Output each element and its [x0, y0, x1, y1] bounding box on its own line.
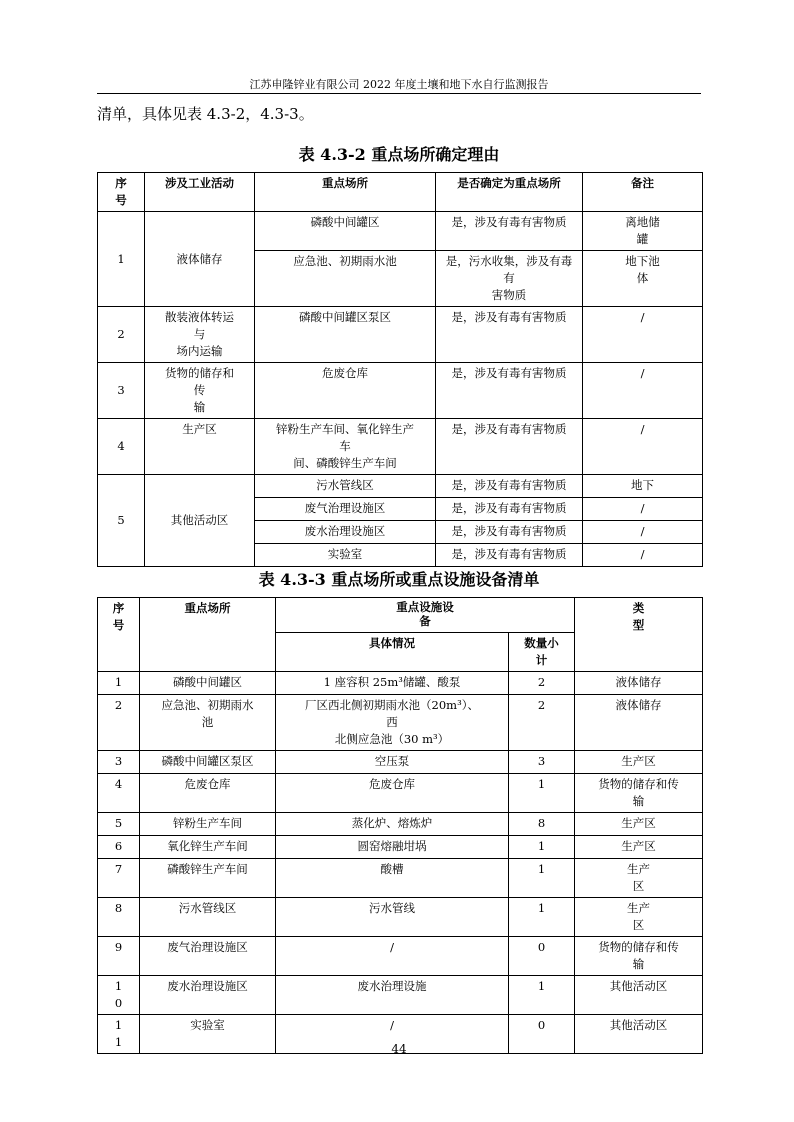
table-row [98, 898, 703, 937]
cell-detail: 蒸化炉、熔炼炉 [276, 813, 509, 836]
cell-type: 生产区 [575, 813, 703, 836]
cell-type: 液体储存 [575, 672, 703, 695]
cell-detail: 圆窑熔融坩埚 [276, 836, 509, 859]
header-rule [97, 93, 701, 94]
table-row [98, 307, 703, 363]
cell-type: 生产 区 [575, 898, 703, 937]
cell-activity: 生产区 [145, 419, 255, 475]
cell-site: 实验室 [255, 544, 436, 567]
cell-site: 应急池、初期雨水池 [255, 251, 436, 307]
cell-site: 磷酸中间罐区 [255, 212, 436, 251]
table-key-facilities-list [97, 597, 703, 1054]
cell-count: 2 [509, 672, 575, 695]
cell-remark: 离地储 罐 [583, 212, 703, 251]
cell-detail: 厂区西北侧初期雨水池（20m³）、 西 北侧应急池（30 m³） [276, 695, 509, 751]
col-header-count: 数量小 计 [509, 633, 575, 672]
cell-no: 4 [98, 419, 145, 475]
cell-determined: 是，涉及有毒有害物质 [436, 521, 583, 544]
cell-count: 1 [509, 859, 575, 898]
table-key-sites-reasons [97, 172, 703, 567]
cell-type: 货物的储存和传 输 [575, 937, 703, 976]
cell-activity: 散装液体转运 与 场内运输 [145, 307, 255, 363]
cell-site: 危废仓库 [140, 774, 276, 813]
col-header-type: 类 型 [575, 598, 703, 672]
table-row [98, 774, 703, 813]
cell-remark: 地下 [583, 475, 703, 498]
cell-detail: 空压泵 [276, 751, 509, 774]
cell-determined: 是，涉及有毒有害物质 [436, 307, 583, 363]
col-header-site: 重点场所 [140, 598, 276, 672]
cell-count: 1 [509, 976, 575, 1015]
cell-determined: 是，涉及有毒有害物质 [436, 498, 583, 521]
cell-site: 废气治理设施区 [140, 937, 276, 976]
cell-site: 废气治理设施区 [255, 498, 436, 521]
cell-site: 磷酸锌生产车间 [140, 859, 276, 898]
table-row [98, 976, 703, 1015]
col-header-remark: 备注 [583, 173, 703, 212]
cell-site: 磷酸中间罐区泵区 [140, 751, 276, 774]
cell-detail: 废水治理设施 [276, 976, 509, 1015]
cell-determined: 是，涉及有毒有害物质 [436, 363, 583, 419]
cell-no: 9 [98, 937, 140, 976]
cell-detail: 1 座容积 25m³储罐、酸泵 [276, 672, 509, 695]
cell-determined: 是，涉及有毒有害物质 [436, 544, 583, 567]
table-row [98, 212, 703, 251]
cell-remark: / [583, 307, 703, 363]
cell-site: 磷酸中间罐区 [140, 672, 276, 695]
cell-no: 5 [98, 475, 145, 567]
cell-determined: 是，涉及有毒有害物质 [436, 475, 583, 498]
cell-detail: 危废仓库 [276, 774, 509, 813]
cell-count: 2 [509, 695, 575, 751]
cell-remark: 地下池 体 [583, 251, 703, 307]
cell-site: 污水管线区 [140, 898, 276, 937]
cell-site: 应急池、初期雨水 池 [140, 695, 276, 751]
cell-site: 实验室 [140, 1015, 276, 1054]
table-row [98, 419, 703, 475]
cell-no: 2 [98, 307, 145, 363]
cell-detail: / [276, 937, 509, 976]
cell-type: 生产区 [575, 751, 703, 774]
cell-site: 锌粉生产车间、氧化锌生产 车 间、磷酸锌生产车间 [255, 419, 436, 475]
cell-no: 1 0 [98, 976, 140, 1015]
table-row [98, 695, 703, 751]
cell-type: 生产 区 [575, 859, 703, 898]
cell-determined: 是，涉及有毒有害物质 [436, 419, 583, 475]
cell-site: 锌粉生产车间 [140, 813, 276, 836]
table2-caption: 表 4.3-3 重点场所或重点设施设备清单 [258, 570, 540, 589]
cell-count: 0 [509, 1015, 575, 1054]
cell-type: 液体储存 [575, 695, 703, 751]
table-row [98, 859, 703, 898]
cell-site: 污水管线区 [255, 475, 436, 498]
cell-no: 1 1 [98, 1015, 140, 1054]
cell-remark: / [583, 498, 703, 521]
page-number: 44 [391, 1042, 407, 1056]
cell-detail: / [276, 1015, 509, 1054]
table-row [98, 751, 703, 774]
cell-activity: 其他活动区 [145, 475, 255, 567]
cell-remark: / [583, 419, 703, 475]
cell-type: 生产区 [575, 836, 703, 859]
cell-type: 货物的储存和传 输 [575, 774, 703, 813]
cell-detail: 酸槽 [276, 859, 509, 898]
cell-count: 1 [509, 836, 575, 859]
cell-type: 其他活动区 [575, 976, 703, 1015]
cell-determined: 是，污水收集，涉及有毒 有 害物质 [436, 251, 583, 307]
cell-no: 3 [98, 751, 140, 774]
table-row [98, 475, 703, 498]
cell-no: 7 [98, 859, 140, 898]
cell-count: 1 [509, 898, 575, 937]
cell-site: 氧化锌生产车间 [140, 836, 276, 859]
table-row [98, 672, 703, 695]
cell-remark: / [583, 521, 703, 544]
cell-no: 1 [98, 212, 145, 307]
cell-count: 3 [509, 751, 575, 774]
cell-no: 4 [98, 774, 140, 813]
table-row [98, 937, 703, 976]
table1-caption: 表 4.3-2 重点场所确定理由 [298, 145, 500, 164]
cell-no: 8 [98, 898, 140, 937]
col-header-no: 序 号 [98, 598, 140, 672]
col-header-activity: 涉及工业活动 [145, 173, 255, 212]
cell-count: 1 [509, 774, 575, 813]
cell-site: 废水治理设施区 [255, 521, 436, 544]
cell-count: 0 [509, 937, 575, 976]
cell-type: 其他活动区 [575, 1015, 703, 1054]
cell-detail: 污水管线 [276, 898, 509, 937]
cell-activity: 货物的储存和 传 输 [145, 363, 255, 419]
table-row [98, 836, 703, 859]
cell-remark: / [583, 544, 703, 567]
cell-activity: 液体储存 [145, 212, 255, 307]
table-row [98, 813, 703, 836]
cell-count: 8 [509, 813, 575, 836]
cell-remark: / [583, 363, 703, 419]
cell-site: 废水治理设施区 [140, 976, 276, 1015]
cell-site: 危废仓库 [255, 363, 436, 419]
cell-no: 1 [98, 672, 140, 695]
cell-no: 3 [98, 363, 145, 419]
cell-no: 6 [98, 836, 140, 859]
col-header-site: 重点场所 [255, 173, 436, 212]
cell-no: 2 [98, 695, 140, 751]
col-header-no: 序 号 [98, 173, 145, 212]
col-header-facility: 重点设施设 备 [276, 598, 575, 633]
cell-no: 5 [98, 813, 140, 836]
table-row [98, 363, 703, 419]
body-paragraph: 清单，具体见表 4.3-2，4.3-3。 [97, 105, 314, 123]
col-header-detail: 具体情况 [276, 633, 509, 672]
col-header-determined: 是否确定为重点场所 [436, 173, 583, 212]
running-header: 江苏申隆锌业有限公司 2022 年度土壤和地下水自行监测报告 [249, 78, 549, 91]
cell-determined: 是，涉及有毒有害物质 [436, 212, 583, 251]
cell-site: 磷酸中间罐区泵区 [255, 307, 436, 363]
